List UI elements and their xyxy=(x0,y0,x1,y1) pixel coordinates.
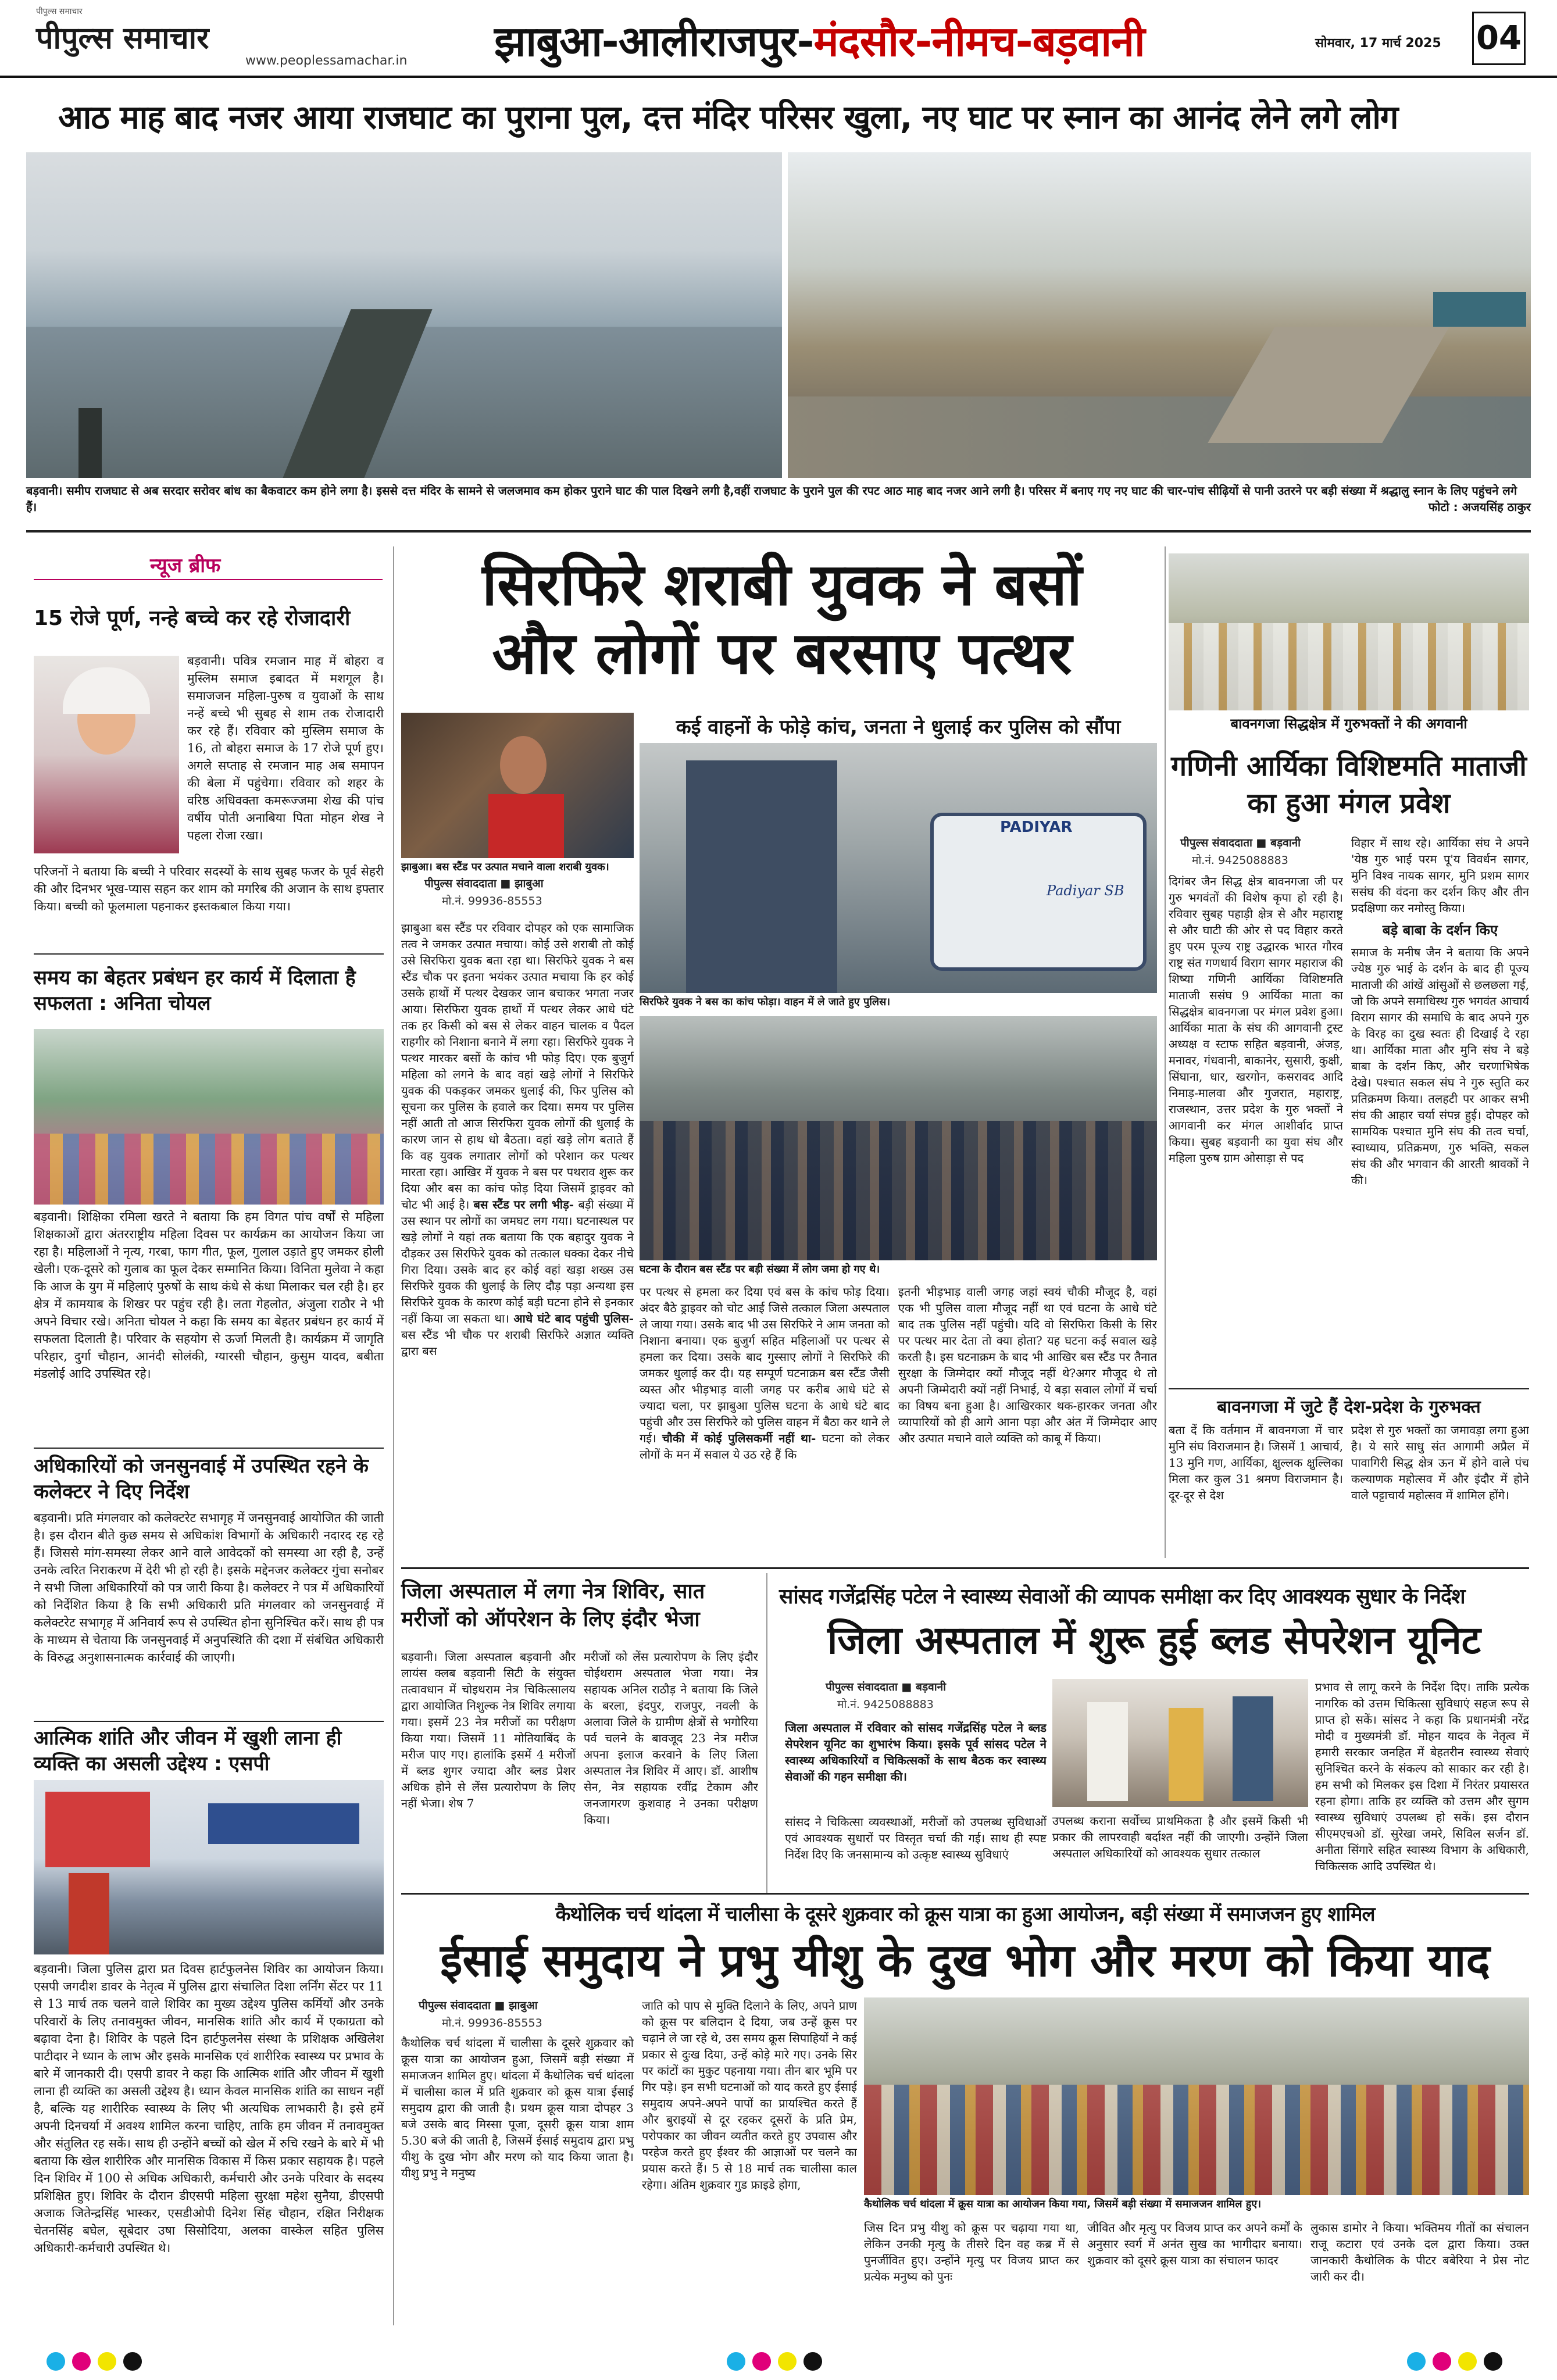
jain-divider xyxy=(1169,1388,1529,1389)
jain-subhead-3: बावनगजा में जुटे हैं देश-प्रदेश के गुरुभक्त xyxy=(1217,1397,1481,1417)
christian-mobile: मो.नं. 99936-85553 xyxy=(442,2017,542,2029)
jain-headline: गणिनी आर्यिका विशिष्टमति माताजी का हुआ मंगल प्रवेश xyxy=(1171,750,1527,820)
news-brief-label-text: न्यूज ब्रीफ xyxy=(150,554,221,577)
registration-dot-magenta xyxy=(1433,2352,1451,2371)
crowd-bus-stand-photo xyxy=(640,1016,1157,1260)
registration-dot-black xyxy=(804,2352,822,2371)
registration-dot-yellow xyxy=(778,2352,797,2371)
jain-col-1: दिगंबर जैन सिद्ध क्षेत्र बावनगजा जी पर गुरु भगवंतों की विशेष कृपा हो रही है। रविवार सुबह पहाड़ी क्षेत्र से और महाराष्ट्र से और घाटी की ओर से पद विहार करते हुए परम पूज्य राष्ट्र उद्धारक भारत गौरव राष्ट्र संत गणधार्य विराग सागर महाराज की शिष्या गणिनी आर्यिका विशिष्टमति माताजी ससंघ 9 आर्यिका माता का सिद्धक्षेत्र बावनगजा पर मंगल प्रवेश हुआ। आर्यिका माता के संघ की आगवानी ट्रस्ट अध्यक्ष व स्टाफ सहित बड़वानी, अंजड़, मनावर, गंधवानी, बाकानेर, सुसारी, कुक्षी, सिंघाना, धार, खरगोन, कसरावद आदि निमाड़-मालवा और गुजरात, महाराष्ट्र, राजस्थान, उत्तर प्रदेश के गुरु भक्तों ने आगवानी कर मंगल आशीर्वाद प्राप्त किया। सुबह बड़वानी का युवा संघ और महिला पुरुष ग्राम ओसाड़ा से पद xyxy=(1169,874,1343,1165)
blood-unit-kicker: सांसद गजेंद्रसिंह पटेल ने स्वास्थ्य सेवाओं की व्यापक समीक्षा कर दिए आवश्यक सुधार के निर्देश xyxy=(779,1585,1465,1609)
brief-4-text: बड़वानी। जिला पुलिस द्वारा प्रत दिवस हार्टफुलनेस शिविर का आयोजन किया। एसपी जगदीश डावर के नेतृत्व में पुलिस द्वारा संचालित दिशा लर्निंग सेंटर पर 11 से 13 मार्च तक चलने वाले शिविर का मुख्य उद्देश्य पुलिस कर्मियों और उनके परिवारों के लिए तनावमुक्त जीवन, मानसिक शांति और कार्य में एकाग्रता को बढ़ावा देना है। शिविर के पहले दिन हार्टफुलनेस संस्था के प्रशिक्षक अखिलेश पाटीदार ने ध्यान के लाभ और इसके मानसिक एवं शारीरिक स्वास्थ्य पर प्रभाव के बारे में जानकारी दी। एसपी डावर ने कहा कि आत्मिक शांति और जीवन में खुशी लाना ही व्यक्ति का असली उद्देश्य है। ध्यान केवल मानसिक शांति का साधन नहीं है, बल्कि यह शारीरिक स्वास्थ्य के लिए भी अत्यधिक लाभकारी है। इसे हमें अपनी दिनचर्या में अवश्य शामिल करना चाहिए, ताकि हम जीवन में तनावमुक्त और संतुलित रह सकें। साथ ही उन्होंने बच्चों को खेल में रुचि रखने के बारे में भी बताया कि खेल शारीरिक और मानसिक विकास में किस प्रकार सहायक है। पहले दिन शिविर में 100 से अधिक अधिकारी, कर्मचारी और उनके परिवार के सदस्य प्रशिक्षित हुए। शिविर के दौरान डीएसपी महिला सुरक्षा महेश सुनैया, डीएसपी अजाक जितेन्द्रसिंह भास्कर, एसडीओपी दिनेश सिंह चौहान, रक्षित निरीक्षक चेतनसिंह बघेल, सूबेदार उषा सिसोदिया, अलका वास्केल सहित पुलिस अधिकारी-कर्मचारी उपस्थित थे। xyxy=(34,1962,384,2255)
drunk-photo2-caption: सिरफिरे युवक ने बस का कांच फोड़ा। वाहन में ले जाते हुए पुलिस। xyxy=(640,996,891,1008)
divider-top xyxy=(26,530,1531,533)
drunk-photo1-caption: झाबुआ। बस स्टैंड पर उत्पात मचाने वाला शराबी युवक। xyxy=(401,861,609,873)
registration-dot-yellow xyxy=(98,2352,116,2371)
drunk-col-2-text: पर पत्थर से हमला कर दिया एवं बस के कांच फोड़ दिया। अंदर बैठे ड्राइवर को चोट आई जिसे तत्काल जिला अस्पताल ले जाया गया। उसके बाद भी उस सिरफिरे ने आम जनता को निशाना बनाया। एक बुजुर्ग सहित महिलाओं पर पत्थर से हमला कर दिया। उसके बाद गुस्साए लोगों ने सिरफिरे की जमकर धुलाई कर दी। यह सम्पूर्ण घटनाक्रम बस स्टैंड जैसी व्यस्त और भीड़भाड़ वाली जगह पर करीब आधे घंटे से ज्यादा चला, पर झाबुआ पुलिस घटना के आधे घंटे बाद पहुंची और उस सिरफिरे को पुलिस वाहन में बैठा कर थाने ले गई। xyxy=(640,1285,890,1445)
brief-1-text-after: परिजनों ने बताया कि बच्ची ने परिवार सदस्यों के साथ सुबह फजर के पूर्व सेहरी की और दिनभर भूख-प्यास सहन कर शाम को मगरिब की अजान के साथ इफ्तार किया। बच्ची को फूलमाला पहनाकर इस्तकबाल किया गया। xyxy=(34,864,384,913)
blood-unit-headline: जिला अस्पताल में शुरू हुई ब्लड सेपरेशन यूनिट xyxy=(827,1618,1481,1663)
brief-2-headline: समय का बेहतर प्रबंधन हर कार्य में दिलाता है सफलता : अनिता चोयल xyxy=(34,966,356,1015)
drunk-col-1-sub: बस स्टैंड पर लगी भीड़- xyxy=(473,1198,574,1212)
col-divider-left xyxy=(393,546,394,2325)
registration-dot-yellow xyxy=(1458,2352,1477,2371)
drunk-col-2-sub: चौकी में कोई पुलिसकर्मी नहीं था- xyxy=(662,1431,816,1445)
brief-1-headline: 15 रोजे पूर्ण, नन्हे बच्चे कर रहे रोजादारी xyxy=(34,606,351,630)
registration-dot-black xyxy=(123,2352,142,2371)
print-registration-bar xyxy=(0,2343,1557,2380)
blood-byline: पीपुल्स संवाददाता ■ बड़वानी xyxy=(826,1681,947,1693)
jain-col-2-text: विहार में साथ रहे। आर्यिका संघ ने अपने 'येष्ठ गुरु भाई परम पू'य विवर्धन सागर, मुनि विश्व नायक सागर, मुनि प्रशम सागर ससंघ की वंदना कर दर्शन किए और तीन प्रदक्षिणा कर नमोस्तु किया। xyxy=(1351,836,1529,915)
drunk-story-headline-2: और लोगों पर बरसाए पत्थर xyxy=(492,619,1072,687)
drunk-col-1-text-c: बस स्टैंड भी चौक पर शराबी सिरफिरे अज्ञात व्यक्ति द्वारा बस xyxy=(401,1328,634,1358)
paper-tagline: पीपुल्स समाचार xyxy=(36,7,83,16)
brief-1-text-beside-photo: बड़वानी। पवित्र रमजान माह में बोहरा व मुस्लिम समाज इबादत में मशगूल है। समाजजन महिला-पुरुष व युवाओं के साथ नन्हें बच्चे भी सुबह से शाम तक रोजादारी कर रहे हैं। रविवार को मुस्लिम समाज के 16, तो बोहरा समाज के 17 रोजे पूर्ण हुए। अगले सप्ताह से रमजान माह अब समापन की बेला में पहुंचेगा। रविवार को शहर के वरिष्ठ अधिवक्ता कमरूज्जमा शेख की पांच वर्षीय पोती अनाबिया पिता मोहन शेख ने पहला रोजा रखा। xyxy=(187,654,384,842)
drunk-story-headline-1: सिरफिरे शराबी युवक ने बसों xyxy=(482,551,1082,619)
brief-divider-2 xyxy=(34,1448,384,1449)
women-group-photo xyxy=(34,1029,384,1205)
jain-photo-caption: बावनगजा सिद्धक्षेत्र में गुरुभक्तों ने की अगवानी xyxy=(1230,716,1467,732)
christian-photo-caption: कैथोलिक चर्च थांदला में क्रूस यात्रा का आयोजन किया गया, जिसमें बड़ी संख्या में समाजजन शामिल हुए। xyxy=(864,2198,1262,2210)
region-title xyxy=(494,12,1145,69)
brief-3-text: बड़वानी। प्रति मंगलवार को कलेक्टरेट सभागृह में जनसुनवाई आयोजित की जाती है। इस दौरान बीते कुछ समय से अधिकांश विभागों के अधिकारी नदारद रह रहे हैं। जिससे मांग-समस्या लेकर आने वाले आवेदकों को समस्या आ रही है, उन्हें उनके त्वरित निराकरण में देरी भी हो रही है। इसके मद्देनजर कलेक्टर गुंचा सनोबर ने सभी जिला अधिकारियों को पत्र जारी किया है। कलेक्टर ने पत्र में अधिकारियों को निर्देशित किया है कि सभी अधिकारी प्रति मंगलवार को जनसुनवाई में कलेक्टरेट सभागृह में अनिवार्य रूप से उपस्थित होना सुनिश्चित करें। साथ ही पत्र के माध्यम से चेताया कि जनसुनवाई में अनुपस्थिति की दशा में संबंधित अधिकारी के विरुद्ध अनुशासनात्मक कार्रवाई की जाएगी। xyxy=(34,1511,384,1664)
drunk-photo3-caption: घटना के दौरान बस स्टैंड पर बड़ी संख्या में लोग जमा हो गए थे। xyxy=(640,1263,880,1275)
cross-procession-photo xyxy=(864,1997,1529,2195)
brief-divider-3 xyxy=(34,1721,384,1722)
christian-headline: ईसाई समुदाय ने प्रभु यीशु के दुख भोग और मरण को किया याद xyxy=(440,1935,1490,1987)
paper-logo: पीपुल्स समाचार xyxy=(36,21,209,56)
blood-lead: जिला अस्पताल में रविवार को सांसद गजेंद्रसिंह पटेल ने ब्लड सेपरेशन यूनिट का शुभारंभ किया। इसके पूर्व सांसद पटेल ने स्वास्थ्य अधिकारियों व चिकित्सकों के साथ बैठक कर स्वास्थ्य सेवाओं की गहन समीक्षा की। xyxy=(785,1721,1047,1784)
christian-col-1: कैथोलिक चर्च थांदला में चालीसा के दूसरे शुक्रवार को क्रूस यात्रा का आयोजन हुआ, जिसमें बड़ी संख्या में समाजजन शामिल हुए। थांदला में कैथोलिक चर्च थांदला में चालीसा काल में प्रति शुक्रवार को क्रूस यात्रा ईसाई समुदाय द्वारा की जाती है। प्रथम क्रूस यात्रा दोपहर 3 बजे उसके बाद मिस्सा पूजा, दूसरी क्रूस यात्रा शाम 5.30 बजे की जाती है, जिसमें ईसाई समुदाय द्वारा प्रभु यीशु के दुख भोग और मरण को याद किया जाता है। यीशु प्रभु ने मनुष्य xyxy=(401,2036,634,2180)
region-title-part1: झाबुआ-आलीराजपुर- xyxy=(494,17,814,66)
blood-mobile: मो.नं. 9425088883 xyxy=(837,1698,934,1711)
registration-dot-cyan xyxy=(47,2352,65,2371)
jain-col-3: बता दें कि वर्तमान में बावनगजा में चार मुनि संघ विराजमान है। जिसमें 1 आचार्य, 13 मुनि गण, आर्यिका, क्षुल्लक क्षुल्लिका मिला कर कुल 31 श्रमण विराजमान है। दूर-दूर से देश xyxy=(1169,1423,1343,1502)
drunk-col-2 xyxy=(640,1284,890,1534)
jain-subhead-2: बड़े बाबा के दर्शन किए xyxy=(1382,922,1498,938)
rajghat-bridge-photo xyxy=(26,152,782,478)
registration-dot-magenta xyxy=(752,2352,771,2371)
eye-camp-col-2: मरीजों को लेंस प्रत्यारोपण के लिए इंदौर चोईथराम अस्पताल भेजा गया। नेत्र सहायक अनिल राठौड़ ने बताया कि जिले के बरला, इंदपुर, राजपुर, नवली के अलावा जिले के ग्रामीण क्षेत्रों से भगोरिया पर्व चलने के बावजूद 23 नेत्र मरीज अपना इलाज करवाने के लिए जिला अस्पताल नेत्र शिविर में आए। डॉ. आशीष सेन, नेत्र सहायक रवींद्र टेकाम और जनजागरण कुशवाह ने उनका परीक्षण किया। xyxy=(584,1650,758,1827)
brief-divider-1 xyxy=(34,953,384,955)
col-divider-eye xyxy=(766,1573,767,1893)
blood-col-2: उपलब्ध कराना सर्वोच्च प्राथमिकता है और इसमें किसी भी प्रकार की लापरवाही बर्दाश्त नहीं की जाएगी। उन्होंने जिला अस्पताल अधिकारियों को आवश्यक सुधार तत्काल xyxy=(1052,1814,1308,1860)
christian-kicker: कैथोलिक चर्च थांदला में चालीसा के दूसरे शुक्रवार को क्रूस यात्रा का हुआ आयोजन, बड़ी संख्या में समाजजन हुए शामिल xyxy=(555,1903,1375,1926)
page-number: 04 xyxy=(1472,12,1526,65)
child-roza-photo xyxy=(34,656,179,853)
drunk-byline: पीपुल्स संवाददाता ■ झाबुआ xyxy=(424,877,544,890)
christian-col-3: जिस दिन प्रभु यीशु को क्रूस पर चढ़ाया गया था, लेकिन उनकी मृत्यु के तीसरे दिन वह कब्र में से पुनर्जीवित हुए। उन्होंने मृत्यु पर विजय प्राप्त कर प्रत्येक मनुष्य को पुनः xyxy=(864,2221,1079,2283)
brief-3-headline: अधिकारियों को जनसुनवाई में उपस्थित रहने के कलेक्टर ने दिए निर्देश xyxy=(34,1455,369,1503)
registration-dot-magenta xyxy=(72,2352,91,2371)
christian-col-5: लुकास डामोर ने किया। भक्तिमय गीतों का संचालन राजू कटारा एवं उनके दल द्वारा किया। उक्त जानकारी कैथोलिक के पीटर बबेरिया ने प्रेस नोट जारी कर दी। xyxy=(1310,2221,1529,2283)
top-story-headline: आठ माह बाद नजर आया राजघाट का पुराना पुल, दत्त मंदिर परिसर खुला, नए घाट पर स्नान का आनंद लेने लगे लोग xyxy=(58,99,1398,137)
drunk-story-subhead: कई वाहनों के फोड़े कांच, जनता ने धुलाई कर पुलिस को सौंपा xyxy=(676,716,1121,739)
jain-col-2-text-b: समाज के मनीष जैन ने बताया कि अपने ज्येष्ठ गुरु भाई के दर्शन के बाद ही पूज्य माताजी की आंखें आंसुओं से छलछला गई, जो कि अपने समाधिस्थ गुरु भगवंत आचार्य विराग सागर की समाधि के बाद अपने गुरु के विरह का दुख स्वतः ही दिखाई दे रहा था। आर्यिका माता और मुनि संघ ने बड़े बाबा के दर्शन किए, और चरणाभिषेक देखे। पश्चात सकल संघ ने गुरु स्तुति कर प्रतिक्रमण किया। तलहटी पर आकर सभी संघ की आहार चर्या संपन्न हुई। दोपहर को सामयिक पश्चात मुनि संघ की तत्व चर्चा, स्वाध्याय, प्रतिक्रमण, गुरु भक्ति, सकल संघ की और भगवान की आरती श्रावकों ने की। xyxy=(1351,945,1529,1187)
heartfulness-camp-photo xyxy=(34,1780,384,1954)
top-story-caption xyxy=(26,483,1531,515)
jain-col-4: प्रदेश से गुरु भक्तों का जमावड़ा लगा हुआ है। ये सारे साधु संत आगामी अप्रैल में पावागिरी सिद्ध क्षेत्र ऊन में होने वाले पंच कल्याणक महोत्सव में और इंदौर में होने वाले पट्टाचार्य महोत्सव में शामिल होंगे। xyxy=(1351,1423,1529,1502)
blood-unit-photo xyxy=(1052,1679,1308,1807)
drunk-col-3: इतनी भीड़भाड़ वाली जगह जहां स्वयं चौकी मौजूद है, वहां एक भी पुलिस वाला मौजूद नहीं था एवं घटना के आधे घंटे बाद तक पुलिस नहीं पहुंची। यदि वो सिरफिरा किसी के सिर पर पत्थर मार देता तो क्या होता? यह घटना कई सवाल खड़े करती है। इस घटनाक्रम के बाद भी आखिर बस स्टैंड पर तैनात सुरक्षा के जिम्मेदार क्यों मौजूद नहीं थे?अगर मौजूद थे तो अपनी जिम्मेदारी क्यों नहीं निभाई, ये बड़ा सवाल लोगों में चर्चा का विषय बना हुआ है। आखिरकार थक-हारकर जनता और व्यापारियों को ही आगे आना पड़ा और अंत में जिम्मेदार आए और उत्पात मचाने वाले व्यक्ति को काबू में किया। xyxy=(898,1285,1157,1445)
drunk-col-1-text: झाबुआ बस स्टैंड पर रविवार दोपहर को एक सामाजिक तत्व ने जमकर उत्पात मचाया। कोई उसे शराबी तो कोई उसे सिरफिरा युवक बता रहा था। सिरफिरे युवक ने बस स्टैंड चौक पर इतना भयंकर उत्पात मचाया कि हर कोई उसके हाथों में पत्थर देखकर जान बचाकर भगता नजर आया। सिरफिरा युवक हाथों में पत्थर लेकर आधे घंटे तक हर किसी को बस से लेकर वाहन चालक व पैदल राहगीर को निशाना बनाने में लगा रहा। सिरफिरे युवक ने पत्थर मारकर बसों के कांच भी फोड़ दिए। एक बुजुर्ग महिला को लगने के बाद वहां खड़े लोगों ने सिरफिरे युवक की पकड़कर जमकर धुलाई की, फिर पुलिस को सूचना कर पुलिस के हवाले कर दिया। समय पर पुलिस नहीं आती तो आज सिरफिरा युवक लोगों की धुलाई के कारण जान से हाथ धो बैठता। वहां खड़े लोग बताते हैं कि वह युवक लगातार लोगों को परेशान कर पत्थर मारता रहा। आखिर में युवक ने बस पर पथराव शुरू कर दिया और बस का कांच फोड़ दिया जिसमें ड्राइवर को चोट भी आई है। xyxy=(401,921,634,1212)
registration-dot-black xyxy=(1484,2352,1502,2371)
jain-col-2 xyxy=(1351,835,1529,1385)
masthead xyxy=(0,0,1557,78)
divider-mid xyxy=(401,1567,1529,1569)
divider-lower xyxy=(401,1893,1529,1895)
jain-mobile: मो.नं. 9425088883 xyxy=(1192,854,1288,867)
jain-procession-photo xyxy=(1169,553,1529,710)
bus-sign-lower: Padiyar SB xyxy=(1047,882,1124,899)
photo-credit: फोटो : अजयसिंह ठाकुर xyxy=(1428,500,1531,514)
drunk-mobile: मो.नं. 99936-85553 xyxy=(442,895,542,907)
drunk-col-1-text-b: बड़ी संख्या में उस स्थान पर लोगों का जमघट लग गया। घटनास्थल पर खड़े लोगों ने यहां तक बताया कि एक बहादुर युवक ने दौड़कर उस सिरफिरे युवक को तत्काल धक्का देकर नीचे गिरा दिया। उसके बाद हर कोई वहां खड़ा शख्स उस सिरफिरे युवक की धुलाई के लिए दौड़ पड़ा अन्यथा इस सिरफिरे युवक के कारण कोई बड़ी घटना होने से इनकार नहीं किया जा सकता था। xyxy=(401,1198,634,1325)
blood-col-3: प्रभाव से लागू करने के निर्देश दिए। ताकि प्रत्येक नागरिक को उत्तम चिकित्सा सुविधाएं सहज रूप से प्राप्त हो सकें। सांसद ने कहा कि प्रधानमंत्री नरेंद्र मोदी व मुख्यमंत्री डॉ. मोहन यादव के नेतृत्व में हमारी सरकार जनहित में बेहतरीन स्वास्थ्य सेवाएं सुनिश्चित करने के संकल्प को साकार कर रही है। हम सभी को मिलकर इस दिशा में निरंतर प्रयासरत रहना होगा। ताकि हर व्यक्ति को उत्तम और सुगम स्वास्थ्य सुविधाएं उपलब्ध हो सकें। इस दौरान सीएमएचओ डॉ. सुरेखा जमरे, सिविल सर्जन डॉ. अनीता सिंगारे सहित स्वास्थ्य विभाग के अधिकारी, चिकित्सक आदि उपस्थित थे। xyxy=(1315,1680,1529,1873)
col-divider-right xyxy=(1165,546,1166,1558)
christian-col-2: जाति को पाप से मुक्ति दिलाने के लिए, अपने प्राण को क्रूस पर बलिदान दे दिया, जब उन्हें क्रूस पर चढ़ाने ले जा रहे थे, उस समय क्रूस सिपाहियों ने कई प्रकार से दुःख दिया, उन्हें कोड़े मारे गए। उनके सिर पर कांटों का मुकुट पहनाया गया। तीन बार भूमि पर गिर पड़े। इन सभी घटनाओं को याद करते हुए ईसाई समुदाय अपने-अपने पापों का प्रायश्चित करते हैं और बुराइयों से दूर रहकर दूसरों के प्रति प्रेम, परोपकार का जीवन व्यतीत करते हुए उपवास और परहेज करते हुए ईश्वर की आज्ञाओं पर चलने का प्रयास करते हैं। 5 से 18 मार्च तक चालीसा काल रहेगा। अंतिम शुक्रवार गुड फ्राइडे होगा, xyxy=(642,1999,857,2192)
top-story-caption-text: बड़वानी। समीप राजघाट से अब सरदार सरोवर बांध का बैकवाटर कम होने लगा है। इससे दत्त मंदिर के सामने से जलजमाव कम होकर पुराने घाट की पाल दिखने लगी है,वहीं राजघाट के पुराने पुल की रपट आठ माह बाद नजर आने लगी है। परिसर में बनाए गए नए घाट की चार-पांच सीढ़ियों से पानी उतरने पर बड़ी संख्या में श्रद्धालु स्नान के लिए पहुंचने लगे हैं। xyxy=(26,484,1517,514)
eye-camp-col-1: बड़वानी। जिला अस्पताल बड़वानी और लायंस क्लब बड़वानी सिटी के संयुक्त तत्वावधान में चोइथराम नेत्र चिकित्सालय द्वारा आयोजित निशुल्क नेत्र शिविर लगाया गया। इसमें 23 नेत्र मरीजों का परीक्षण किया गया। जिसमें 11 मोतियाबिंद के मरीज पाए गए। हालांकि इसमें 4 मरीजों में ब्लड शुगर ज्यादा और ब्लड प्रेशर अधिक होने से लेंस प्रत्यारोपण के लिए नहीं भेजा। शेष 7 xyxy=(401,1650,576,1810)
registration-dot-cyan xyxy=(1407,2352,1426,2371)
registration-dot-cyan xyxy=(727,2352,745,2371)
news-brief-label xyxy=(34,549,383,580)
bus-sign: PADIYAR xyxy=(1000,819,1073,836)
drunk-col-1-sub2: आधे घंटे बाद पहुंची पुलिस- xyxy=(513,1311,634,1325)
jain-byline: पीपुल्स संवाददाता ■ बड़वानी xyxy=(1180,837,1301,849)
drunk-col-1 xyxy=(401,920,634,1536)
blood-col-1: सांसद ने चिकित्सा व्यवस्थाओं, मरीजों को उपलब्ध सुविधाओं एवं आवश्यक सुधारों पर विस्तृत चर्चा की गई। साथ ही स्पष्ट निर्देश दिए कि जनसामान्य को उत्कृष्ट स्वास्थ्य सुविधाएं xyxy=(785,1815,1047,1861)
drunk-col-2-text-b: घटना को लेकर लोगों के मन में सवाल ये उठ रहे हैं कि xyxy=(640,1431,890,1461)
christian-col-4: जीवित और मृत्यु पर विजय प्राप्त कर अपने कर्मों के अनुसार स्वर्ग में अनंत सुख का भागीदार बनाया। शुक्रवार को दूसरे क्रूस यात्रा का संचालन फादर xyxy=(1087,2221,1302,2267)
christian-byline: पीपुल्स संवाददाता ■ झाबुआ xyxy=(419,1999,538,2012)
river-ghat-photo xyxy=(788,152,1531,478)
eye-camp-headline: जिला अस्पताल में लगा नेत्र शिविर, सात मरीजों को ऑपरेशन के लिए इंदौर भेजा xyxy=(401,1579,705,1631)
bus-windshield-photo xyxy=(640,743,1157,993)
drunk-youth-photo xyxy=(401,713,634,858)
issue-date: सोमवार, 17 मार्च 2025 xyxy=(1315,36,1441,51)
brief-4-headline: आत्मिक शांति और जीवन में खुशी लाना ही व्यक्ति का असली उद्देश्य : एसपी xyxy=(34,1727,342,1775)
website-url[interactable]: www.peoplessamachar.in xyxy=(245,53,408,68)
region-title-part2: मंदसौर-नीमच-बड़वानी xyxy=(813,17,1145,66)
brief-2-text: बड़वानी। शिक्षिका रमिला खरते ने बताया कि हम विगत पांच वर्षों से महिला शिक्षकाओं द्वारा अंतरराष्ट्रीय महिला दिवस पर कार्यक्रम का आयोजन किया जा रहा है। महिलाओं ने नृत्य, गरबा, फाग गीत, फूल, गुलाल उड़ाते हुए जमकर होली खेली। एक-दूसरे को गुलाब का फूल देकर सम्मानित किया। विनिता मुलेवा ने कहा कि आज के युग में महिलाएं पुरुषों के साथ कंधे से कंधा मिलाकर चल रही है। हर क्षेत्र में कामयाब के शिखर पर पहुंच रही है। लता गेहलोत, अंजुला राठौर ने भी अपने विचार रखे। अनिता चोयल ने कहा कि समय का बेहतर प्रबंधन हर कार्य में सफलता दिलाती है। परिवार के सहयोग से ऊर्जा मिलती है। कार्यक्रम में जागृति परिहार, दुर्गा चौहान, आनंदी सोलंकी, ग्यारसी चौहान, कुसुम यादव, बबीता मंडलोई आदि उपस्थित रहे। xyxy=(34,1210,384,1381)
